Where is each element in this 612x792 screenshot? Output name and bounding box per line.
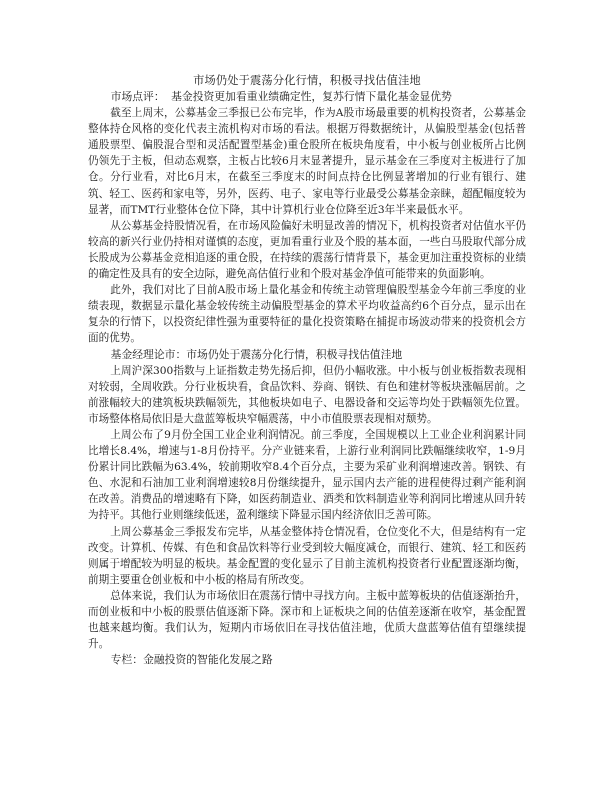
paragraph: 上周公布了9月份全国工业企业利润情况。前三季度，全国规模以上工业企业利润累计同比增长8.4%，增速与1-8月份持平。分产业链来看，上游行业利润同比跌幅继续收窄，1-9月份累计同比跌幅为63.4%，较前期收窄8.4个百分点，主要为采矿业利润增速改善。钢铁、有色、水泥和石油加工业利润增速较8月份继续提升，显示国内去产能的进程使得过剩产能利润在改善。消费品的增速略有下降，如医药制造业、酒类和饮料制造业等利润同比增速从回升转为持平。其他行业则继续低迷，盈利继续下降显示国内经济依旧乏善可陈。 <box>88 428 526 522</box>
section-label: 专栏： <box>110 653 144 667</box>
section-heading-market-review <box>88 89 526 105</box>
section-label: 市场点评： <box>110 90 165 103</box>
paragraph: 上周公募基金三季报发布完毕，从基金整体持仓情况看，仓位变化不大，但是结构有一定改变。计算机、传媒、有色和食品饮料等行业受到较大幅度减仓，而银行、建筑、轻工和医药则属于增配较为明显的板块。基金配置的变化显示了目前主流机构投资者行业配置逐渐均衡，前期主要重仓创业板和中小板的格局有所改变。 <box>88 525 526 586</box>
paragraph: 总体来说，我们认为市场依旧在震荡行情中寻找方向。主板中蓝筹板块的估值逐渐抬升，而创业板和中小板的股票估值逐渐下降。深市和上证板块之间的估值差逐渐在收窄，基金配置也越来越均衡。我们认为，短期内市场依旧在寻找估值洼地，优质大盘蓝筹估值有望继续提升。 <box>88 589 526 651</box>
paragraph: 从公募基金持股情况看，在市场风险偏好未明显改善的情况下，机构投资者对估值水平仍较高的新兴行业仍持相对谨慎的态度，更加看重行业及个股的基本面，一些白马股取代部分成长股成为公募基金竞相追逐的重仓股，在持续的震荡行情背景下，基金更加注重投资标的业绩的确定性及具有的安全边际，避免高估值行业和个股对基金净值可能带来的负面影响。 <box>88 219 526 281</box>
section-subtitle: 市场仍处于震荡分化行情，积极寻找估值洼地 <box>186 347 403 361</box>
section-subtitle: 金融投资的智能化发展之路 <box>143 653 273 667</box>
section-label: 基金经理论市： <box>110 347 187 361</box>
document-title: 市场仍处于震荡分化行情，积极寻找估值洼地 <box>193 74 421 87</box>
section-heading-column <box>88 652 526 668</box>
paragraph: 截至上周末，公募基金三季报已公布完毕，作为A股市场最重要的机构投资者，公募基金整体持仓风格的变化代表主流机构对市场的看法。根据万得数据统计，从偏股型基金(包括普通股票型、偏股混合型和灵活配置型基金)重仓股所在板块角度看，中小板与创业板所占比例仍领先于主板，但动态观察，主板占比较6月末显著提升，显示基金在三季度对主板进行了加仓。分行业看，对比6月末，在截至三季度末的时间点持仓比例显著增加的行业有银行、建筑、轻工、医药和家电等，另外，医药、电子、家电等行业最受公募基金亲睐，超配幅度较为显著，而TMT行业整体仓位下降，其中计算机行业仓位降至近3年半来最低水平。 <box>88 107 526 216</box>
paragraph: 上周沪深300指数与上证指数走势先扬后抑，但仍小幅收涨。中小板与创业板指数表现相对较弱，全周收跌。分行业板块看，食品饮料、券商、钢铁、有色和建材等板块涨幅居前。之前涨幅较大的建筑板块跌幅领先，其他板块如电子、电器设备和交运等均处于跌幅领先位置。市场整体格局依旧是大盘蓝筹板块窄幅震荡，中小市值股票表现相对颓势。 <box>88 364 526 425</box>
paragraph: 此外，我们对比了目前A股市场上量化基金和传统主动管理偏股型基金今年前三季度的业绩表现，数据显示量化基金较传统主动偏股型基金的算术平均收益高约6个百分点，显示出在复杂的行情下，以投资纪律性强为重要特征的量化投资策略在捕捉市场波动带来的投资机会方面的优势。 <box>88 284 526 345</box>
section-subtitle: 基金投资更加看重业绩确定性，复苏行情下量化基金显优势 <box>171 90 452 103</box>
section-heading-fund-manager <box>88 347 526 363</box>
